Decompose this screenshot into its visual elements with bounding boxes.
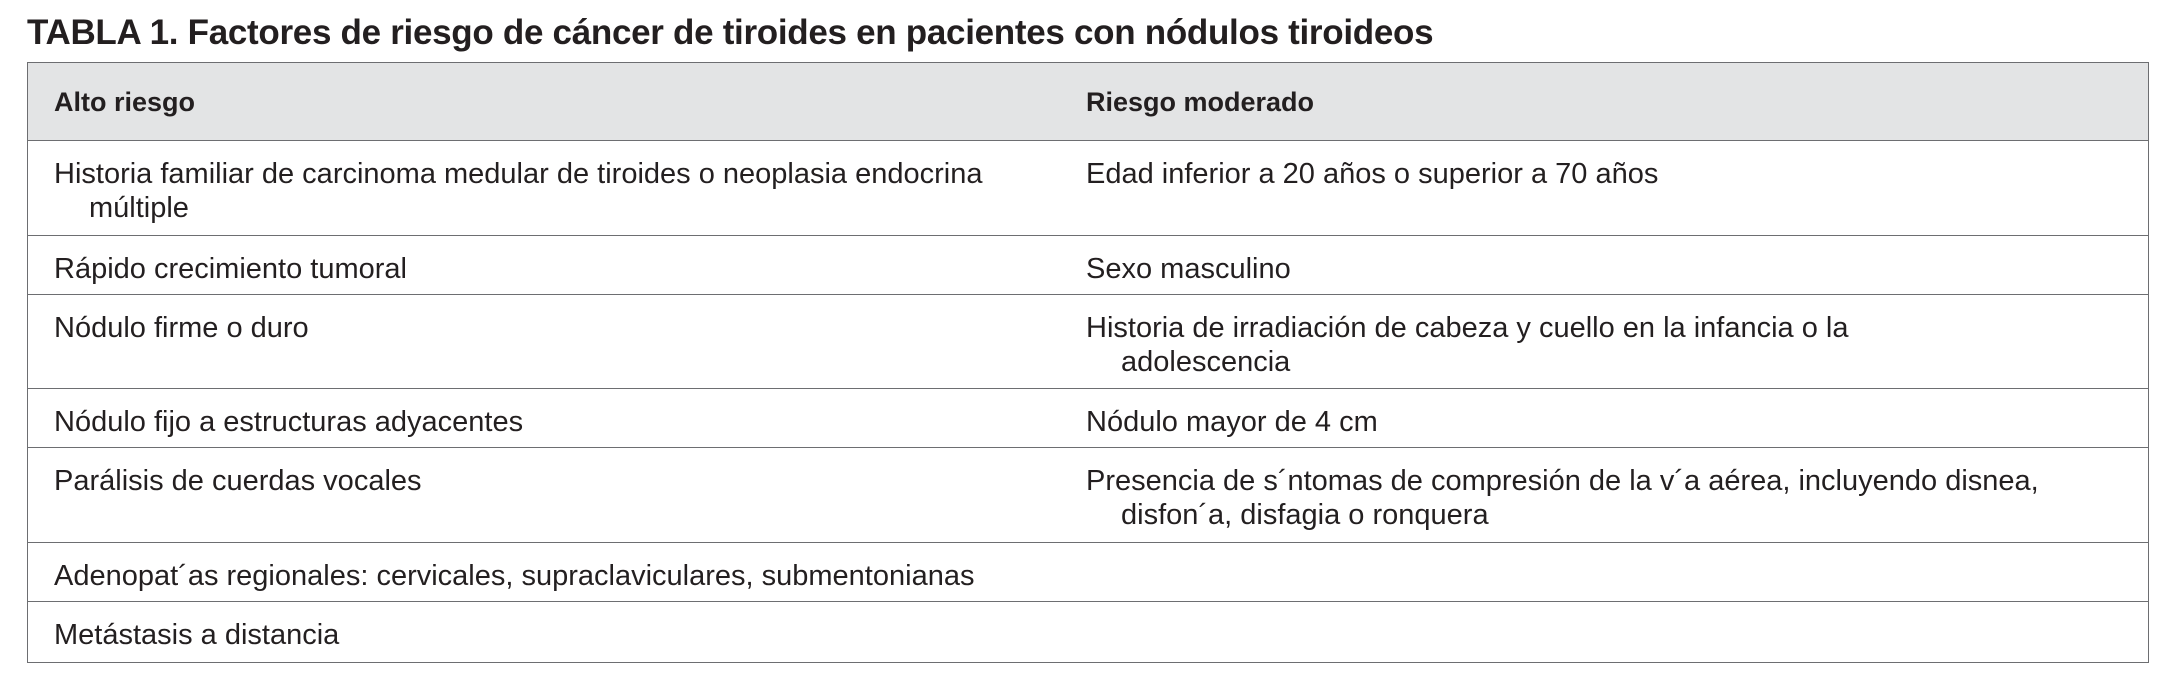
table-row — [28, 602, 2148, 662]
high-risk-cell — [28, 252, 1086, 286]
high-risk-cell — [28, 157, 1086, 225]
table-row — [28, 141, 2148, 236]
header-moderate-risk: Riesgo moderado — [1086, 86, 1315, 117]
high-risk-cell — [28, 405, 1086, 439]
moderate-risk-text: Edad inferior a 20 años o superior a 70 años — [1086, 158, 1659, 190]
moderate-risk-text: Sexo masculino — [1086, 253, 1291, 285]
table-row — [28, 236, 2148, 295]
high-risk-text: Metástasis a distancia — [54, 619, 340, 651]
moderate-risk-text: Nódulo mayor de 4 cm — [1086, 406, 1378, 438]
header-high-risk: Alto riesgo — [54, 86, 196, 117]
high-risk-text: Nódulo fijo a estructuras adyacentes — [54, 406, 524, 438]
high-risk-cell — [28, 618, 1086, 652]
table-row — [28, 389, 2148, 448]
table-row — [28, 448, 2148, 543]
moderate-risk-text: Presencia de s´ntomas de compresión de la v´a aérea, incluyendo disnea, disfon´a, disfagia o ronquera — [1086, 465, 2039, 531]
table-header-row — [28, 63, 2148, 141]
table-row — [28, 295, 2148, 389]
moderate-risk-cell — [1086, 157, 2148, 191]
moderate-risk-cell — [1086, 252, 2148, 286]
high-risk-cell — [28, 464, 1086, 498]
high-risk-cell — [28, 311, 1086, 345]
moderate-risk-cell — [1086, 464, 2148, 532]
moderate-risk-cell — [1086, 311, 2148, 379]
moderate-risk-text: Historia de irradiación de cabeza y cuello en la infancia o la adolescencia — [1086, 312, 1849, 378]
high-risk-cell — [28, 559, 1086, 593]
high-risk-text: Historia familiar de carcinoma medular de tiroides o neoplasia endocrina múltiple — [54, 158, 983, 224]
high-risk-text: Rápido crecimiento tumoral — [54, 253, 407, 285]
moderate-risk-cell — [1086, 405, 2148, 439]
risk-factors-table — [27, 62, 2149, 663]
high-risk-text: Adenopat´as regionales: cervicales, supraclaviculares, submentonianas — [54, 560, 975, 592]
high-risk-text: Nódulo firme o duro — [54, 312, 309, 344]
table-row — [28, 543, 2148, 602]
table-title: TABLA 1. Factores de riesgo de cáncer de tiroides en pacientes con nódulos tiroideos — [27, 13, 1434, 52]
high-risk-text: Parálisis de cuerdas vocales — [54, 465, 422, 497]
